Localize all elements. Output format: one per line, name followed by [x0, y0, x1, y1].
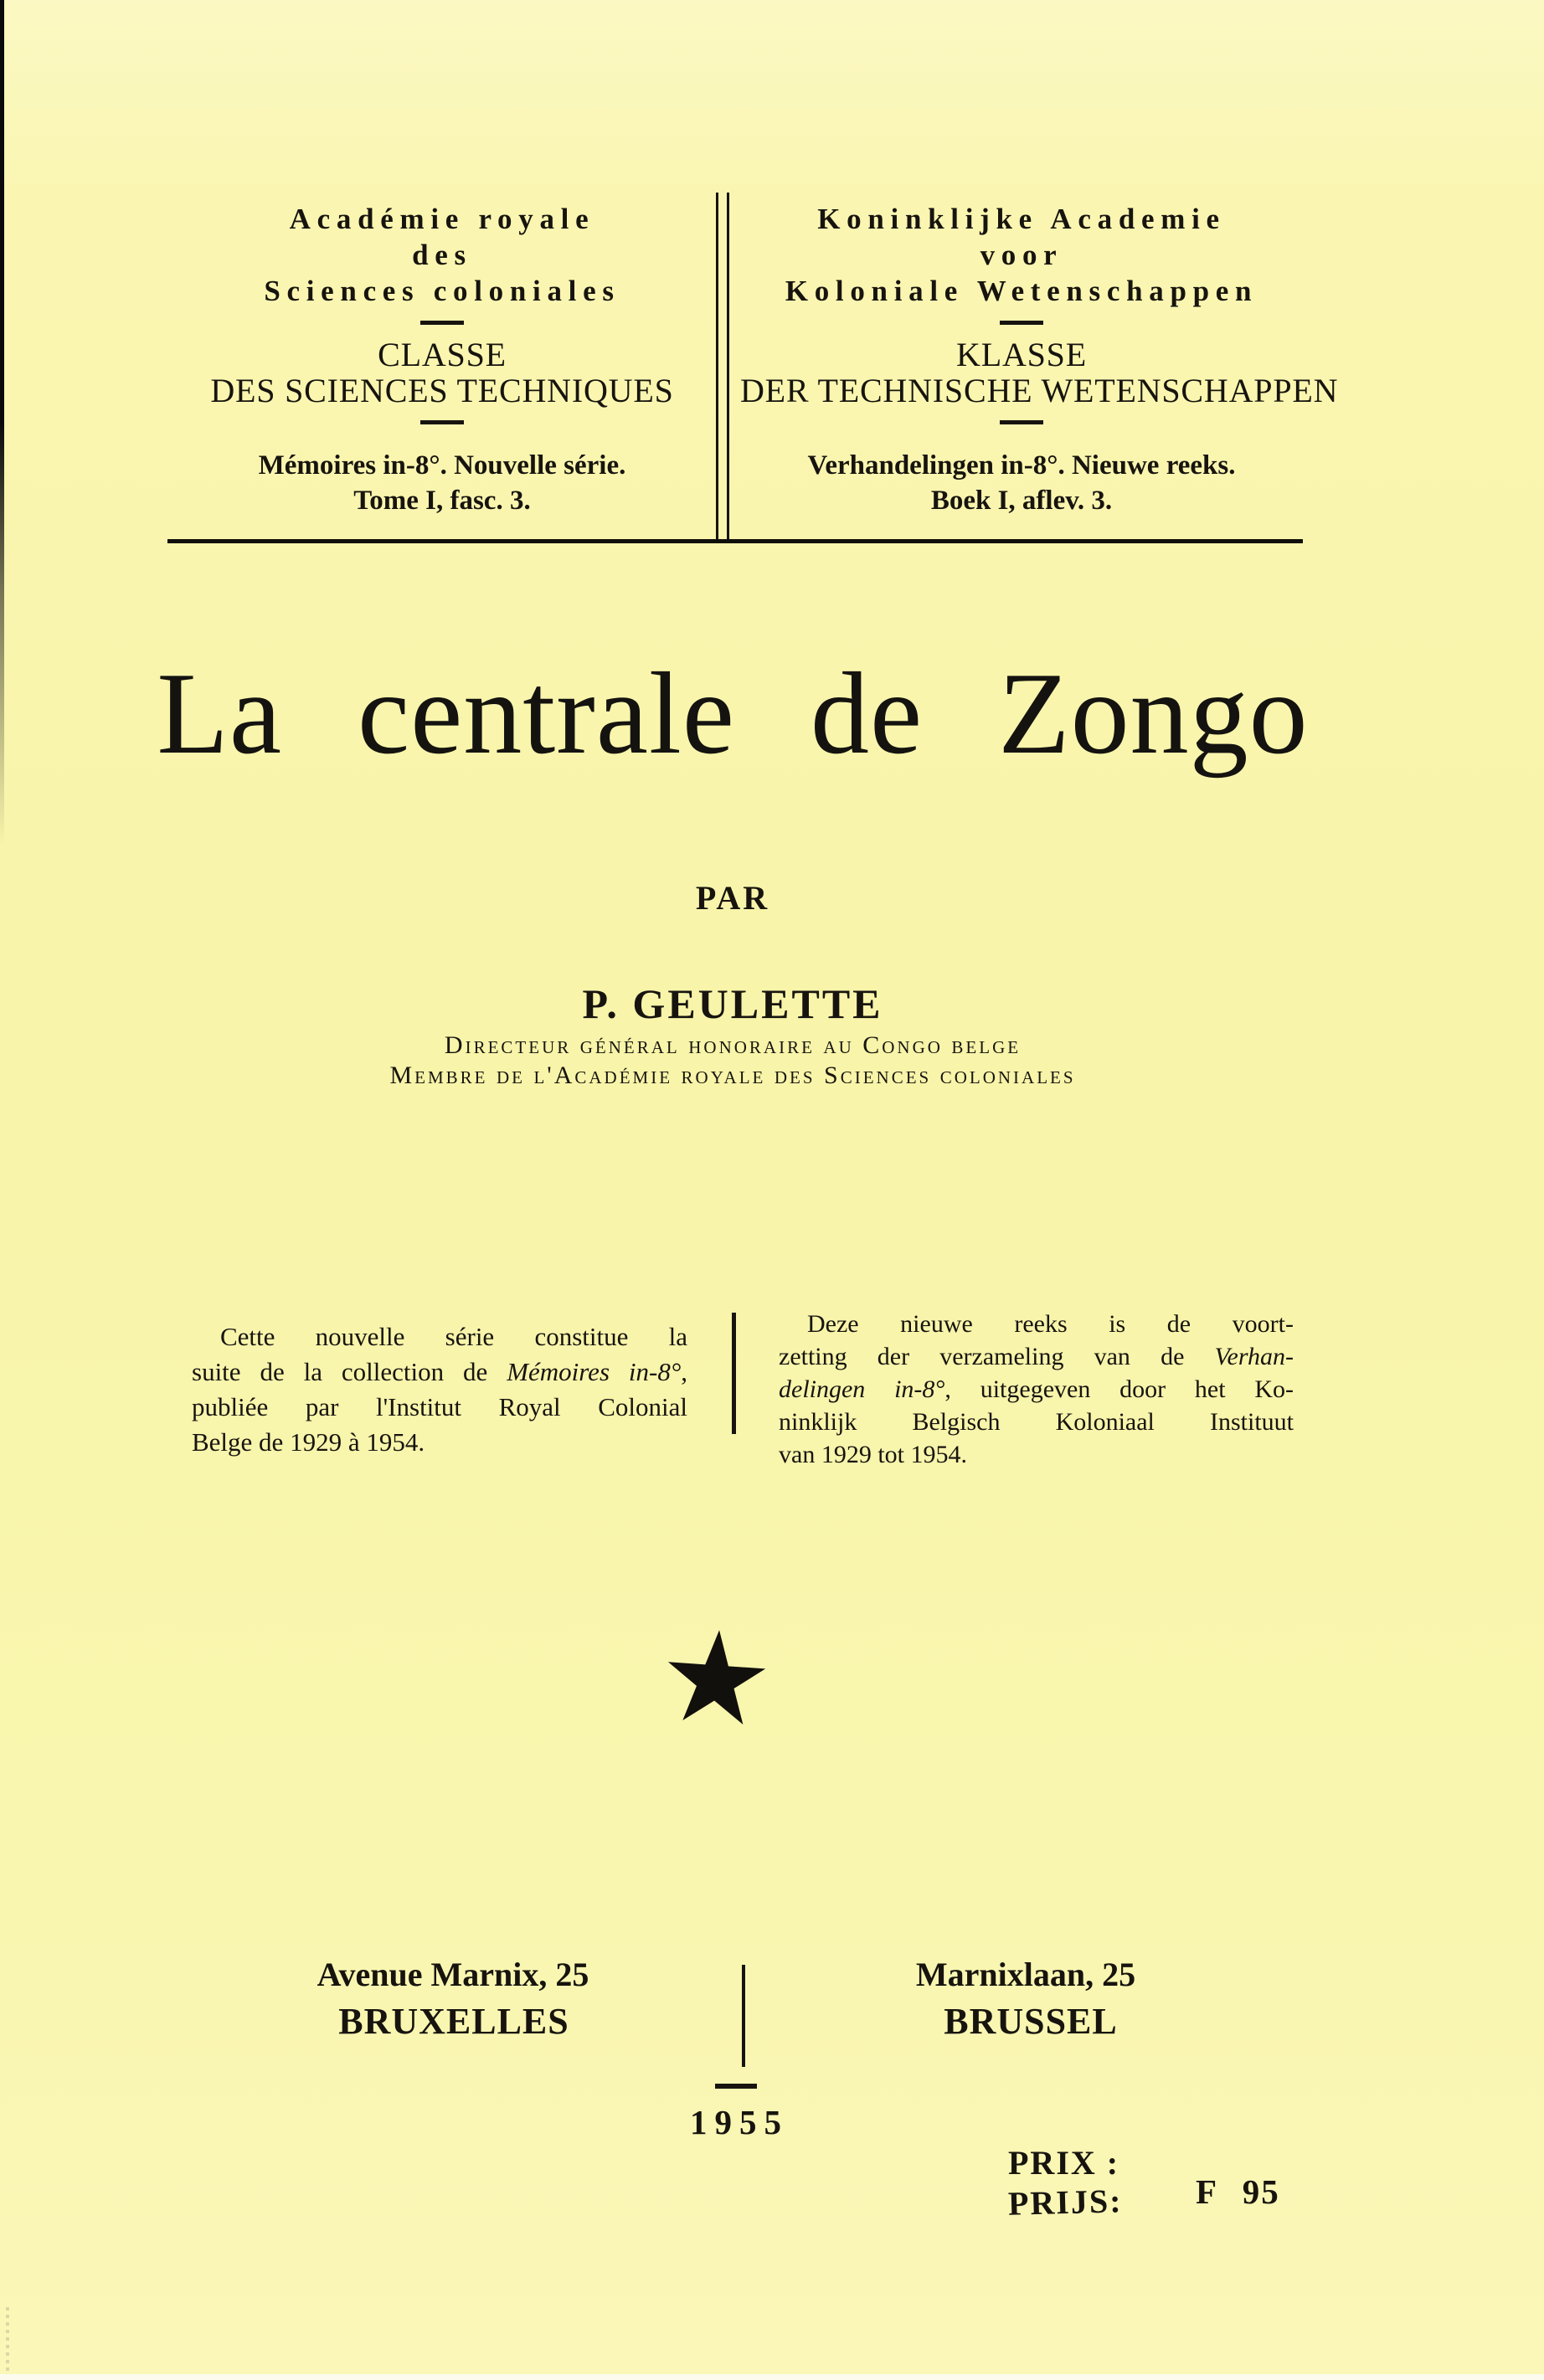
- year-dash: [715, 2084, 757, 2089]
- notice-line: van 1929 tot 1954.: [779, 1441, 967, 1468]
- price-label-dutch: PRIJS:: [1007, 2182, 1124, 2223]
- notice-line: Cette nouvelle série constitue la: [220, 1322, 687, 1351]
- org-name-line: voor: [980, 239, 1063, 271]
- masthead-column-divider: [716, 193, 729, 540]
- masthead-french-column: [167, 201, 717, 518]
- scan-edge-line: [0, 0, 4, 846]
- notice-column-divider: [732, 1313, 736, 1434]
- notice-line: delingen in-8°, uitgegeven door het Ko-: [779, 1375, 1294, 1403]
- classe-line: DES SCIENCES TECHNIQUES: [210, 372, 674, 409]
- notice-line: zetting der verzameling van de Verhan-: [779, 1343, 1294, 1370]
- author-role-line: Membre de l'Académie royale des Sciences coloniales: [389, 1061, 1076, 1089]
- address-dutch-city: BRUSSEL: [944, 2001, 1118, 2042]
- address-french-city: BRUXELLES: [338, 2001, 569, 2042]
- series-line: Boek I, aflev. 3.: [930, 486, 1113, 516]
- price-value: F 95: [1196, 2172, 1280, 2211]
- org-name-line: Académie royale: [289, 203, 595, 235]
- classe-line: CLASSE: [378, 336, 507, 373]
- masthead-bottom-rule: [167, 539, 1303, 543]
- notice-line: Belge de 1929 à 1954.: [192, 1427, 425, 1457]
- author-roles: [50, 1031, 1415, 1091]
- address-french-street: Avenue Marnix, 25: [317, 1956, 589, 1993]
- byline-par: PAR: [695, 879, 770, 917]
- section-dash: [1000, 321, 1043, 325]
- org-name-line: Sciences coloniales: [264, 275, 620, 307]
- series-notice-dutch: [779, 1308, 1294, 1471]
- author-name: P. GEULETTE: [582, 980, 883, 1027]
- masthead-dutch-column: [740, 201, 1339, 518]
- address-column-divider: [742, 1965, 745, 2067]
- price-label-french: PRIX :: [1008, 2144, 1120, 2182]
- org-name-line: Koninklijke Academie: [817, 203, 1226, 235]
- series-line: Mémoires in-8°. Nouvelle série.: [258, 450, 626, 481]
- star-icon: ★: [653, 1600, 779, 1756]
- org-name-line: Koloniale Wetenschappen: [785, 275, 1258, 307]
- series-notice-french: [192, 1319, 687, 1460]
- scan-corner-mark: [6, 2307, 9, 2374]
- page-title: La centrale de Zongo: [157, 649, 1309, 779]
- author-role-line: Directeur général honoraire au Congo belge: [444, 1031, 1022, 1059]
- section-dash: [420, 321, 464, 325]
- publication-year: 1955: [690, 2103, 789, 2141]
- classe-line: KLASSE: [956, 336, 1087, 373]
- series-line: Verhandelingen in-8°. Nieuwe reeks.: [807, 450, 1236, 481]
- notice-line: Deze nieuwe reeks is de voort-: [807, 1310, 1294, 1338]
- scan-bottom-edge: [0, 2374, 1544, 2380]
- classe-line: DER TECHNISCHE WETENSCHAPPEN: [740, 372, 1339, 409]
- notice-line: suite de la collection de Mémoires in-8°,: [192, 1357, 687, 1386]
- notice-line: publiée par l'Institut Royal Colonial: [192, 1392, 687, 1421]
- address-dutch-street: Marnixlaan, 25: [915, 1956, 1136, 1993]
- section-dash: [420, 420, 464, 424]
- section-dash: [1000, 420, 1043, 424]
- org-name-line: des: [412, 239, 472, 271]
- notice-line: ninklijk Belgisch Koloniaal Instituut: [779, 1408, 1294, 1436]
- series-line: Tome I, fasc. 3.: [353, 486, 531, 516]
